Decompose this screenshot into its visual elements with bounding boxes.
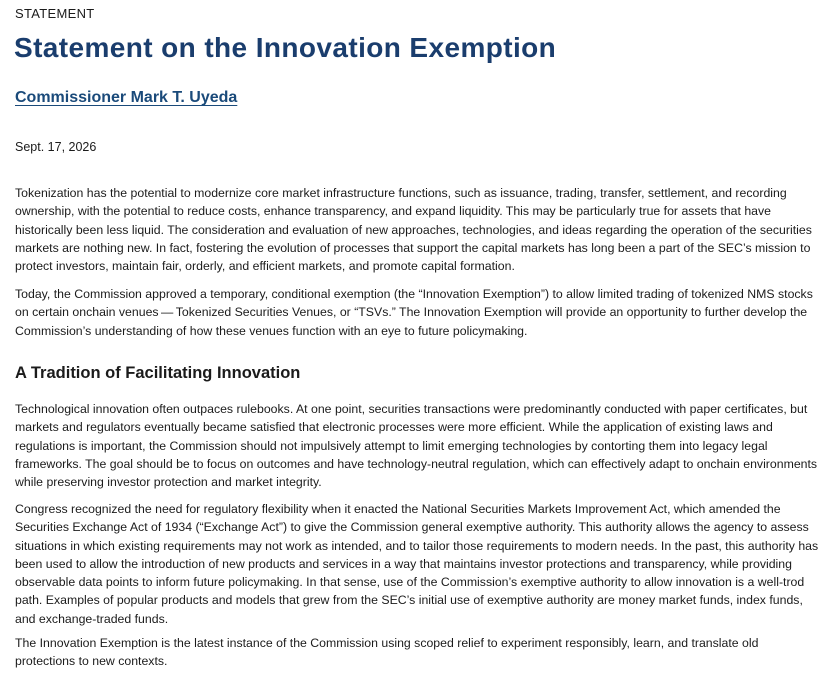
paragraph-exemption: Today, the Commission approved a temporary, conditional exemption (the “Innovation Exemption”) to allow limited trading of tokenized NMS stocks on certain onchain venues — Tokenized Securities Venues, or “TSVs.” The Innovation Exemption will provide an opportunity to further develop the Commission’s understanding of how these venues function with an eye to future policymaking. xyxy=(15,287,813,338)
paragraph-latest-instance: The Innovation Exemption is the latest instance of the Commission using scoped relief to experiment responsibly, learn, and translate old protections to new contexts. xyxy=(15,636,759,669)
page-title: Statement on the Innovation Exemption xyxy=(14,32,557,63)
paragraph-intro: Tokenization has the potential to modernize core market infrastructure functions, such as issuance, trading, transfer, settlement, and recording ownership, with the potential to reduce costs, enhance transparency, and expand liquidity. This may be particularly true for assets that have historically been less liquid. The consideration and evaluation of new approaches, technologies, and ideas regarding the operation of the securities markets are nothing new. In fact, fostering the evolution of processes that support the capital markets has long been a part of the SEC’s mission to protect investors, maintain fair, orderly, and efficient markets, and promote capital formation. xyxy=(15,186,812,274)
section-heading: A Tradition of Facilitating Innovation xyxy=(15,364,301,382)
publish-date: Sept. 17, 2026 xyxy=(15,140,97,154)
paragraph-technology: Technological innovation often outpaces rulebooks. At one point, securities transactions were predominantly conducted with paper certificates, but markets and regulators eventually became satisfied that electronic processes were more efficient. While the application of existing laws and regulations is important, the Commission should not impulsively attempt to limit emerging technologies by contorting them into legacy legal frameworks. The goal should be to focus on outcomes and have technology-neutral regulation, which can effectively adapt to onchain environments while preserving investor protection and market integrity. xyxy=(15,402,818,490)
paragraph-congress: Congress recognized the need for regulatory flexibility when it enacted the National Securities Markets Improvement Act, which amended the Securities Exchange Act of 1934 (“Exchange Act”) to give the Commission general exemptive authority. This authority allows the agency to assess situations in which existing requirements may not work as intended, and to tailor those requirements to modern needs. In the past, this authority has been used to allow the introduction of new products and services in a way that maintains investor protections and transparency, while providing observable data points to inform future policymaking. In that sense, use of the Commission’s exemptive authority to allow innovation is a well-trod path. Examples of popular products and models that grew from the SEC’s initial use of exemptive authority are money market funds, index funds, and exchange-traded funds. xyxy=(15,502,819,626)
content-type-label: STATEMENT xyxy=(15,6,95,21)
author-link[interactable]: Commissioner Mark T. Uyeda xyxy=(15,89,238,106)
